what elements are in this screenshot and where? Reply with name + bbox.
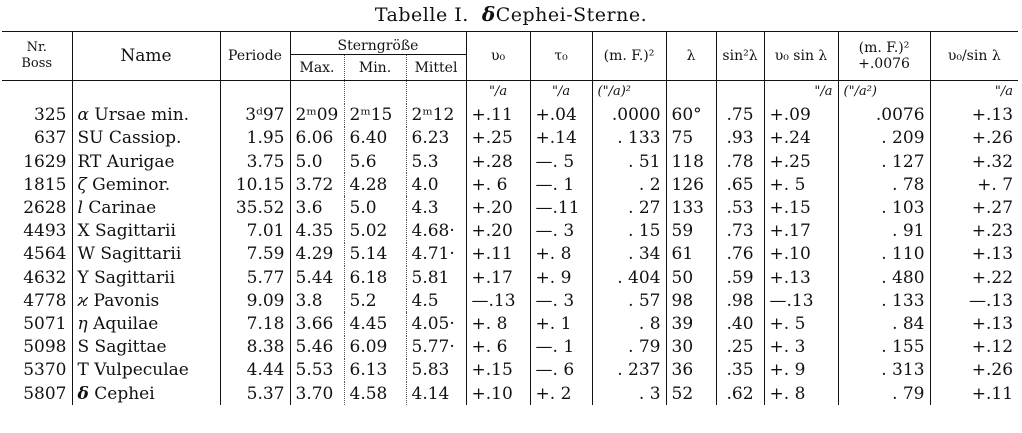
cell-v0div: +.12 xyxy=(930,336,1018,359)
cell-nr: 1815 xyxy=(23,174,67,195)
cell-v0: +. 6 xyxy=(466,173,530,196)
cell-max: 4.29 xyxy=(290,243,344,266)
cell-max: 5.46 xyxy=(290,336,344,359)
cell-mf2b: . 313 xyxy=(838,359,930,382)
cell-min: 4.28 xyxy=(344,173,406,196)
cell-periode: 5.37 xyxy=(220,382,290,405)
cell-mf2: . 51 xyxy=(592,150,666,173)
cell-lambda: 60° xyxy=(666,104,716,127)
unit-mf2: ("/a)² xyxy=(592,81,666,104)
star-symbol: ϰ xyxy=(77,290,89,311)
header-v0div: υ₀/sin λ xyxy=(930,32,1018,81)
header-lambda: λ xyxy=(666,32,716,81)
cell-v0: —.13 xyxy=(466,289,530,312)
star-name: Geminor. xyxy=(92,174,171,195)
cell-mittel: 4.0 xyxy=(406,173,466,196)
cell-mf2b: . 480 xyxy=(838,266,930,289)
table-row xyxy=(2,104,1018,127)
table-caption xyxy=(0,2,1022,26)
cell-mf2b: .0076 xyxy=(838,104,930,127)
table-row xyxy=(2,336,1018,359)
cell-mf2: . 27 xyxy=(592,196,666,219)
star-name: W Sagittarii xyxy=(77,244,182,265)
cell-tau0: +. 2 xyxy=(530,382,592,405)
cepheid-table xyxy=(2,31,1018,405)
cell-sin2: .76 xyxy=(716,243,764,266)
cell-v0: +.11 xyxy=(466,243,530,266)
cell-mittel: 5.81 xyxy=(406,266,466,289)
cell-min: 6.40 xyxy=(344,127,406,150)
star-symbol: α xyxy=(77,105,89,126)
cell-sin2: .62 xyxy=(716,382,764,405)
cell-mf2: . 404 xyxy=(592,266,666,289)
cell-periode: 1.95 xyxy=(220,127,290,150)
cell-v0div: +.27 xyxy=(930,196,1018,219)
cell-tau0: —. 3 xyxy=(530,289,592,312)
cell-mf2b: . 127 xyxy=(838,150,930,173)
cell-mf2: . 15 xyxy=(592,220,666,243)
cell-v0: +.20 xyxy=(466,196,530,219)
cell-mittel: 4.5 xyxy=(406,289,466,312)
cell-lambda: 133 xyxy=(666,196,716,219)
caption-text: Cephei-Sterne. xyxy=(495,4,648,26)
table-row xyxy=(2,173,1018,196)
cell-name xyxy=(72,382,220,405)
cell-mf2: . 57 xyxy=(592,289,666,312)
cell-v0div: —.13 xyxy=(930,289,1018,312)
cell-name xyxy=(72,220,220,243)
cell-lambda: 126 xyxy=(666,173,716,196)
cell-mf2: .0000 xyxy=(592,104,666,127)
header-v0: υ₀ xyxy=(466,32,530,81)
cell-nr: 2628 xyxy=(23,198,67,219)
cell-min: 4.58 xyxy=(344,382,406,405)
cell-max: 5.0 xyxy=(290,150,344,173)
cell-lambda: 30 xyxy=(666,336,716,359)
cell-mittel: 4.05· xyxy=(406,312,466,335)
header-tau0: τ₀ xyxy=(530,32,592,81)
star-name: Aquilae xyxy=(93,313,159,334)
cell-mittel: 4.3 xyxy=(406,196,466,219)
cell-v0: +.11 xyxy=(466,104,530,127)
cell-max: 3.70 xyxy=(290,382,344,405)
cell-name xyxy=(72,196,220,219)
cell-mf2: . 79 xyxy=(592,336,666,359)
cell-mittel: 4.68· xyxy=(406,220,466,243)
header-sin2: sin²λ xyxy=(716,32,764,81)
cell-v0sin: +.15 xyxy=(764,196,838,219)
cell-name xyxy=(72,359,220,382)
cell-sin2: .65 xyxy=(716,173,764,196)
cell-sin2: .75 xyxy=(716,104,764,127)
unit-mf2b: ("/a²) xyxy=(838,81,930,104)
star-name: Carinae xyxy=(88,198,157,219)
cell-sin2: .78 xyxy=(716,150,764,173)
unit-v0div: "/a xyxy=(930,81,1018,104)
cell-sin2: .59 xyxy=(716,266,764,289)
cell-name xyxy=(72,150,220,173)
cell-periode: 3.75 xyxy=(220,150,290,173)
cell-min: 6.18 xyxy=(344,266,406,289)
cell-mf2b: . 155 xyxy=(838,336,930,359)
caption-symbol: δ xyxy=(481,2,496,26)
cell-tau0: —. 3 xyxy=(530,220,592,243)
star-name: X Sagittarii xyxy=(77,221,176,242)
cell-mf2: . 2 xyxy=(592,173,666,196)
star-symbol: δ xyxy=(77,383,89,404)
cell-nr: 5071 xyxy=(23,313,67,334)
cell-periode: 10.15 xyxy=(220,173,290,196)
star-name: Cephei xyxy=(94,383,155,404)
cell-mf2b: . 91 xyxy=(838,220,930,243)
cell-mittel: 5.3 xyxy=(406,150,466,173)
cell-nr: 4564 xyxy=(23,244,67,265)
cell-v0: +.20 xyxy=(466,220,530,243)
cell-v0sin: +. 5 xyxy=(764,173,838,196)
cell-max: 3.6 xyxy=(290,196,344,219)
header-max: Max. xyxy=(290,55,344,81)
star-symbol: l xyxy=(77,198,83,219)
cell-sin2: .98 xyxy=(716,289,764,312)
cell-v0: +. 6 xyxy=(466,336,530,359)
cell-nr: 5098 xyxy=(23,337,67,358)
header-min: Min. xyxy=(344,55,406,81)
cell-mittel: 5.83 xyxy=(406,359,466,382)
cell-tau0: +. 1 xyxy=(530,312,592,335)
cell-v0div: +.13 xyxy=(930,312,1018,335)
cell-v0div: +.22 xyxy=(930,266,1018,289)
cell-mf2b: . 209 xyxy=(838,127,930,150)
cell-mf2b: . 110 xyxy=(838,243,930,266)
cell-v0: +. 8 xyxy=(466,312,530,335)
cell-tau0: +. 8 xyxy=(530,243,592,266)
cell-v0sin: +. 9 xyxy=(764,359,838,382)
cell-tau0: —. 5 xyxy=(530,150,592,173)
table-row xyxy=(2,150,1018,173)
cell-nr: 4493 xyxy=(23,221,67,242)
cell-v0: +.10 xyxy=(466,382,530,405)
cell-mf2: . 237 xyxy=(592,359,666,382)
header-mf2: (m. F.)² xyxy=(592,32,666,81)
star-name: Ursae min. xyxy=(94,105,190,126)
star-name: RT Aurigae xyxy=(77,151,175,172)
cell-v0sin: +. 8 xyxy=(764,382,838,405)
cell-name xyxy=(72,173,220,196)
table-row xyxy=(2,127,1018,150)
cell-v0sin: +.17 xyxy=(764,220,838,243)
cell-periode: 4.44 xyxy=(220,359,290,382)
cell-v0div: +.23 xyxy=(930,220,1018,243)
cell-tau0: —.11 xyxy=(530,196,592,219)
cell-max: 3.66 xyxy=(290,312,344,335)
cell-max: 2ᵐ09 xyxy=(290,104,344,127)
cell-name xyxy=(72,104,220,127)
header-name: Name xyxy=(72,32,220,81)
cell-v0sin: +. 5 xyxy=(764,312,838,335)
header-v0sin: υ₀ sin λ xyxy=(764,32,838,81)
cell-sin2: .53 xyxy=(716,196,764,219)
cell-min: 4.45 xyxy=(344,312,406,335)
cell-max: 6.06 xyxy=(290,127,344,150)
cell-v0div: +.13 xyxy=(930,104,1018,127)
cell-mf2b: . 133 xyxy=(838,289,930,312)
cell-tau0: +. 9 xyxy=(530,266,592,289)
cell-mittel: 4.71· xyxy=(406,243,466,266)
cell-mittel: 5.77· xyxy=(406,336,466,359)
cell-mittel: 6.23 xyxy=(406,127,466,150)
cell-v0sin: +.25 xyxy=(764,150,838,173)
cell-nr: 637 xyxy=(34,128,67,149)
header-periode: Periode xyxy=(220,32,290,81)
cell-lambda: 75 xyxy=(666,127,716,150)
table-row xyxy=(2,243,1018,266)
cell-min: 6.09 xyxy=(344,336,406,359)
cell-v0div: +.26 xyxy=(930,127,1018,150)
cell-lambda: 61 xyxy=(666,243,716,266)
cell-lambda: 98 xyxy=(666,289,716,312)
cell-tau0: —. 6 xyxy=(530,359,592,382)
cell-min: 5.14 xyxy=(344,243,406,266)
cell-nr: 5370 xyxy=(23,360,67,381)
cell-sin2: .25 xyxy=(716,336,764,359)
cell-v0div: +.13 xyxy=(930,243,1018,266)
cell-v0div: +.32 xyxy=(930,150,1018,173)
cell-v0: +.25 xyxy=(466,127,530,150)
cell-max: 3.72 xyxy=(290,173,344,196)
table-row xyxy=(2,220,1018,243)
star-symbol: ζ xyxy=(77,174,87,195)
cell-tau0: +.14 xyxy=(530,127,592,150)
cell-lambda: 50 xyxy=(666,266,716,289)
cell-lambda: 118 xyxy=(666,150,716,173)
cell-sin2: .35 xyxy=(716,359,764,382)
cell-min: 6.13 xyxy=(344,359,406,382)
cell-max: 4.35 xyxy=(290,220,344,243)
cell-lambda: 52 xyxy=(666,382,716,405)
units-row xyxy=(2,81,1018,104)
cell-lambda: 36 xyxy=(666,359,716,382)
cell-v0sin: —.13 xyxy=(764,289,838,312)
cell-min: 5.6 xyxy=(344,150,406,173)
cell-min: 5.0 xyxy=(344,196,406,219)
cell-sin2: .93 xyxy=(716,127,764,150)
cell-mf2: . 34 xyxy=(592,243,666,266)
cell-periode: 7.59 xyxy=(220,243,290,266)
cell-name xyxy=(72,266,220,289)
cell-periode: 5.77 xyxy=(220,266,290,289)
cell-periode: 7.18 xyxy=(220,312,290,335)
cell-name xyxy=(72,312,220,335)
cell-mittel: 2ᵐ12 xyxy=(406,104,466,127)
header-nr: Nr. Boss xyxy=(2,32,72,81)
cell-periode: 7.01 xyxy=(220,220,290,243)
cell-max: 5.53 xyxy=(290,359,344,382)
cell-min: 5.2 xyxy=(344,289,406,312)
table-row xyxy=(2,382,1018,405)
cell-v0: +.28 xyxy=(466,150,530,173)
cell-min: 5.02 xyxy=(344,220,406,243)
cell-name xyxy=(72,289,220,312)
cell-v0div: +. 7 xyxy=(930,173,1018,196)
star-name: T Vulpeculae xyxy=(77,360,189,381)
header-mittel: Mittel xyxy=(406,55,466,81)
cell-max: 5.44 xyxy=(290,266,344,289)
table-row xyxy=(2,359,1018,382)
cell-nr: 325 xyxy=(34,105,67,126)
star-symbol: η xyxy=(77,313,88,334)
cell-mf2b: . 84 xyxy=(838,312,930,335)
cell-nr: 1629 xyxy=(23,151,67,172)
cell-periode: 9.09 xyxy=(220,289,290,312)
cell-mf2: . 133 xyxy=(592,127,666,150)
cell-max: 3.8 xyxy=(290,289,344,312)
cell-tau0: —. 1 xyxy=(530,173,592,196)
cell-tau0: +.04 xyxy=(530,104,592,127)
header-sterngroesse: Sterngröße xyxy=(290,32,466,55)
cell-periode: 8.38 xyxy=(220,336,290,359)
cell-v0: +.17 xyxy=(466,266,530,289)
unit-tau0: "/a xyxy=(530,81,592,104)
star-name: SU Cassiop. xyxy=(77,128,182,149)
cell-tau0: —. 1 xyxy=(530,336,592,359)
cell-name xyxy=(72,336,220,359)
cell-v0: +.15 xyxy=(466,359,530,382)
header-mf2b: (m. F.)² +.0076 xyxy=(838,32,930,81)
cell-v0sin: +.10 xyxy=(764,243,838,266)
cell-sin2: .73 xyxy=(716,220,764,243)
cell-mf2b: . 78 xyxy=(838,173,930,196)
table-row xyxy=(2,266,1018,289)
star-name: Y Sagittarii xyxy=(77,267,176,288)
cell-periode: 35.52 xyxy=(220,196,290,219)
star-name: Pavonis xyxy=(93,290,160,311)
cell-name xyxy=(72,243,220,266)
caption-prefix: Tabelle I. xyxy=(374,4,469,26)
table-row xyxy=(2,289,1018,312)
unit-v0sin: "/a xyxy=(764,81,838,104)
cell-v0sin: +.24 xyxy=(764,127,838,150)
cell-periode: 3ᵈ97 xyxy=(220,104,290,127)
cell-name xyxy=(72,127,220,150)
cell-v0div: +.26 xyxy=(930,359,1018,382)
cell-v0sin: +. 3 xyxy=(764,336,838,359)
cell-mf2: . 3 xyxy=(592,382,666,405)
cell-nr: 4632 xyxy=(23,267,67,288)
cell-v0div: +.11 xyxy=(930,382,1018,405)
cell-mf2: . 8 xyxy=(592,312,666,335)
cell-min: 2ᵐ15 xyxy=(344,104,406,127)
cell-nr: 5807 xyxy=(23,383,67,404)
cell-lambda: 39 xyxy=(666,312,716,335)
cell-sin2: .40 xyxy=(716,312,764,335)
star-name: S Sagittae xyxy=(77,337,167,358)
table-row xyxy=(2,312,1018,335)
cell-v0sin: +.13 xyxy=(764,266,838,289)
cell-mf2b: . 103 xyxy=(838,196,930,219)
cell-lambda: 59 xyxy=(666,220,716,243)
cell-nr: 4778 xyxy=(23,290,67,311)
cell-mittel: 4.14 xyxy=(406,382,466,405)
cell-v0sin: +.09 xyxy=(764,104,838,127)
cell-mf2b: . 79 xyxy=(838,382,930,405)
table-row xyxy=(2,196,1018,219)
unit-v0: "/a xyxy=(466,81,530,104)
